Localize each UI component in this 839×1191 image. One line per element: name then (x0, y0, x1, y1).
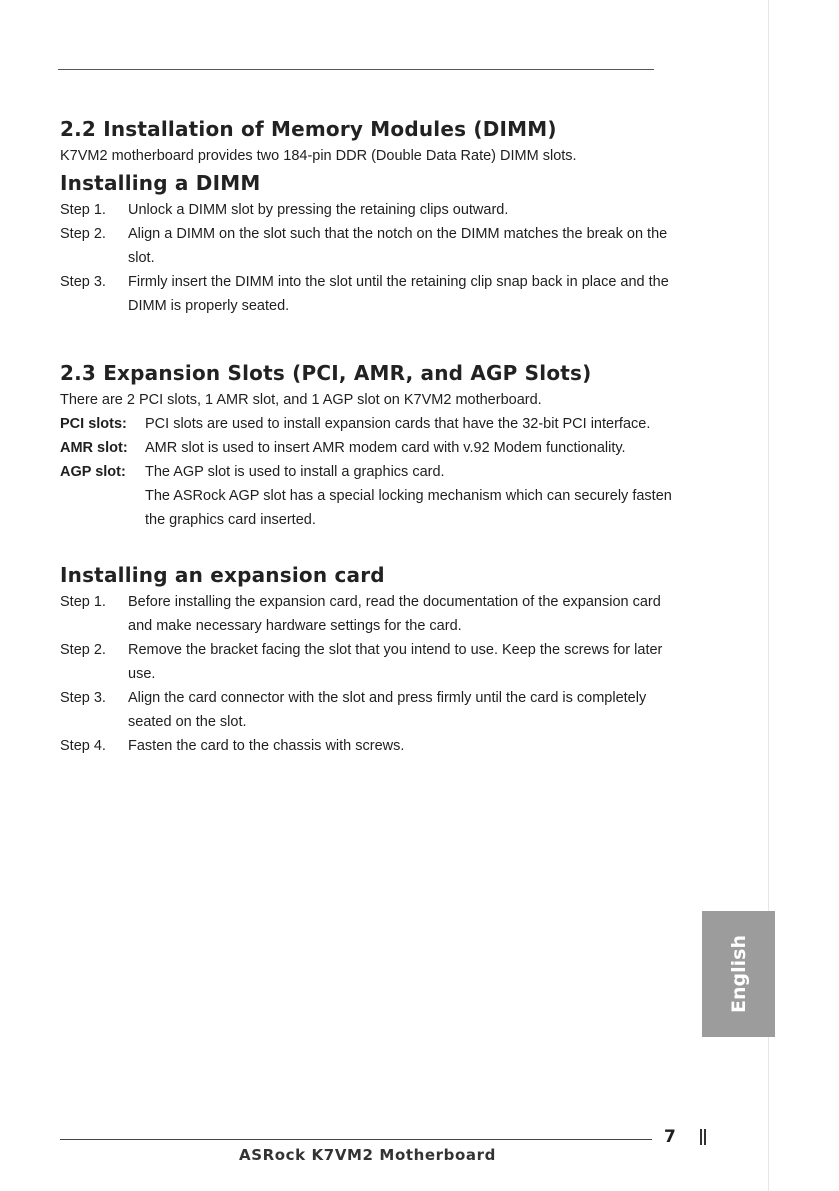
language-label: English (727, 935, 750, 1013)
bottom-rule (60, 1139, 652, 1140)
section-title-memory: 2.2 Installation of Memory Modules (DIMM) (60, 117, 557, 141)
step-number: Step 3. (60, 690, 106, 706)
list-item (60, 734, 680, 758)
slot-description: AMR slot is used to insert AMR modem card with v.92 Modem functionality. (145, 440, 626, 456)
slot-name: AMR slot: (60, 440, 128, 456)
step-number: Step 1. (60, 594, 106, 610)
slot-description: PCI slots are used to install expansion cards that have the 32-bit PCI interface. (145, 416, 651, 432)
list-item (60, 686, 680, 734)
language-tab (702, 911, 775, 1037)
step-number: Step 2. (60, 642, 106, 658)
slot-pci (60, 412, 680, 436)
step-number: Step 2. (60, 226, 106, 242)
page-content (60, 114, 680, 758)
slot-description (145, 460, 680, 532)
memory-intro: K7VM2 motherboard provides two 184-pin DDR (Double Data Rate) DIMM slots. (60, 148, 577, 164)
step-text: Firmly insert the DIMM into the slot until the retaining clip snap back in place and the DIMM is properly seated. (128, 274, 669, 314)
list-item (60, 270, 680, 318)
slot-description-line: The AGP slot is used to install a graphics card. (145, 464, 445, 480)
step-number: Step 4. (60, 738, 106, 754)
top-rule (58, 69, 654, 70)
page-number: 7 (664, 1127, 676, 1147)
step-text: Fasten the card to the chassis with screws. (128, 738, 405, 754)
slot-agp (60, 460, 680, 532)
section-title-expansion: 2.3 Expansion Slots (PCI, AMR, and AGP Slots) (60, 361, 592, 385)
slot-description-line: The ASRock AGP slot has a special locking mechanism which can securely fasten the graphics card inserted. (145, 488, 672, 528)
subtitle-installing-card: Installing an expansion card (60, 563, 385, 587)
slot-name: PCI slots: (60, 416, 127, 432)
page-marker-icon (700, 1129, 708, 1145)
footer-title: ASRock K7VM2 Motherboard (239, 1146, 496, 1164)
step-text: Before installing the expansion card, read the documentation of the expansion card and make necessary hardware settings for the card. (128, 594, 661, 634)
step-text: Unlock a DIMM slot by pressing the retaining clips outward. (128, 202, 509, 218)
step-text: Align the card connector with the slot and press firmly until the card is completely seated on the slot. (128, 690, 647, 730)
expansion-intro: There are 2 PCI slots, 1 AMR slot, and 1 AGP slot on K7VM2 motherboard. (60, 392, 542, 408)
slot-amr (60, 436, 680, 460)
subtitle-installing-dimm: Installing a DIMM (60, 171, 261, 195)
step-number: Step 3. (60, 274, 106, 290)
step-text: Remove the bracket facing the slot that you intend to use. Keep the screws for later use. (128, 642, 663, 682)
list-item (60, 222, 680, 270)
list-item (60, 198, 680, 222)
card-steps (60, 590, 680, 758)
list-item (60, 590, 680, 638)
dimm-steps (60, 198, 680, 318)
list-item (60, 638, 680, 686)
step-text: Align a DIMM on the slot such that the notch on the DIMM matches the break on the slot. (128, 226, 668, 266)
step-number: Step 1. (60, 202, 106, 218)
slot-name: AGP slot: (60, 464, 126, 480)
